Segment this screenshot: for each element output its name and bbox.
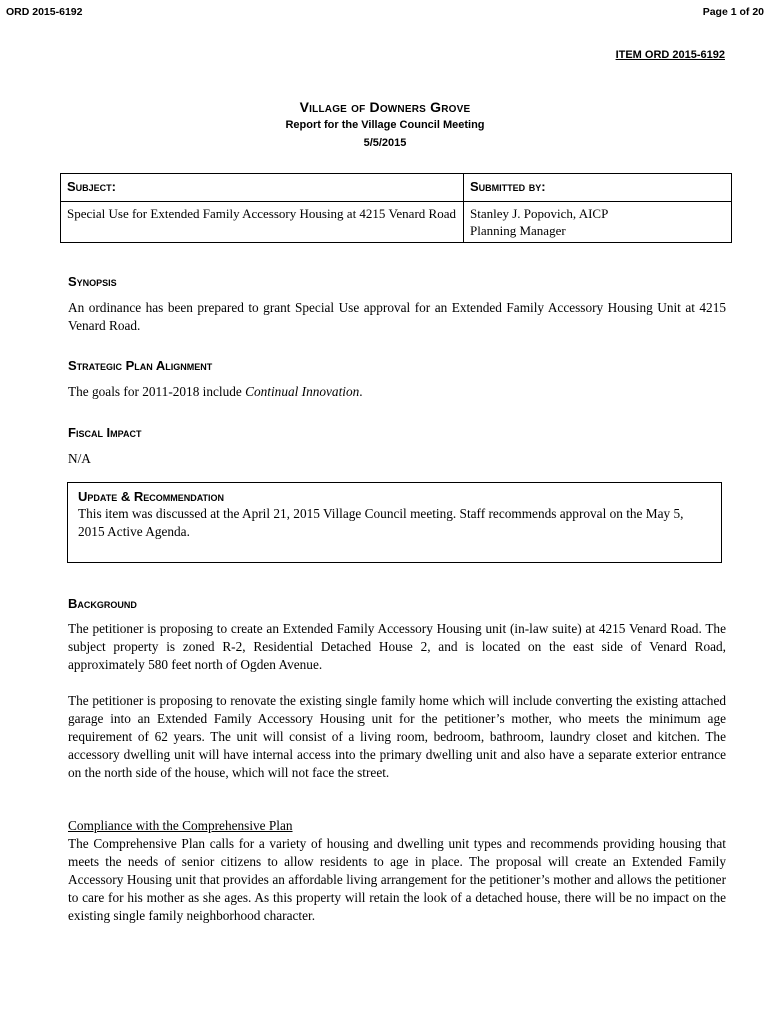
item-reference: ITEM ORD 2015-6192 [615, 49, 725, 61]
synopsis-heading: Synopsis [68, 274, 117, 289]
synopsis-text: An ordinance has been prepared to grant Special Use approval for an Extended Family Accessory Housing Unit at 4215 Venard Road. [68, 300, 726, 333]
submitter-title: Planning Manager [470, 223, 566, 238]
background-heading: Background [68, 596, 137, 611]
fiscal-impact-heading: Fiscal Impact [68, 425, 142, 440]
submitted-by-label: Submitted by: [464, 174, 732, 202]
page-number: Page 1 of 20 [702, 6, 764, 18]
update-heading: Update & Recommendation [78, 489, 225, 504]
report-subtitle: Report for the Village Council Meeting [285, 119, 485, 131]
strategic-suffix: . [359, 384, 363, 399]
background-paragraph-1: The petitioner is proposing to create an Extended Family Accessory Housing unit (in-law suite) at 4215 Venard Road. The subject property is zoned R-2, Residential Detached House 2, and is located on the east side of Venard Road, approximately 580 feet north of Ogden Avenue. [68, 621, 726, 672]
fiscal-impact-text: N/A [68, 451, 91, 466]
update-text: This item was discussed at the April 21, 2015 Village Council meeting. Staff recommends approval on the May 5, 2015 Active Agenda. [78, 506, 684, 539]
strategic-plan-text [68, 383, 726, 401]
document-id: ORD 2015-6192 [6, 6, 83, 18]
submitted-by-value [464, 202, 732, 243]
subject-value: Special Use for Extended Family Accessory Housing at 4215 Venard Road [61, 202, 464, 243]
background-paragraph-2: The petitioner is proposing to renovate the existing single family home which will include converting the existing attached garage into an Extended Family Accessory Housing unit for the petitioner’s mother, who meets the minimum age requirement of 62 years. The unit will consist of a living room, bedroom, bathroom, laundry closet and kitchen. The accessory dwelling unit will have internal access into the primary dwelling unit and also have a separate exterior entrance on the north side of the house, which will not face the street. [68, 693, 726, 780]
strategic-prefix: The goals for 2011-2018 include [68, 384, 246, 399]
submitter-name: Stanley J. Popovich, AICP [470, 206, 609, 221]
subject-table [60, 173, 732, 243]
page-title: Village of Downers Grove [299, 99, 471, 115]
strategic-plan-heading: Strategic Plan Alignment [68, 358, 213, 373]
compliance-heading: Compliance with the Comprehensive Plan [68, 818, 293, 833]
meeting-date: 5/5/2015 [363, 137, 407, 149]
strategic-emphasis: Continual Innovation [245, 384, 360, 399]
compliance-text: The Comprehensive Plan calls for a variety of housing and dwelling unit types and recommends providing housing that meets the needs of senior citizens to allow residents to age in place. The proposal will create an Extended Family Accessory Housing unit that provides an affordable living arrangement for the petitioner’s mother and allows the petitioner to care for his mother as she ages. As this property will retain the look of a detached house, there will be no impact on the existing single family neighborhood character. [68, 836, 726, 923]
subject-label: Subject: [61, 174, 464, 202]
update-recommendation-box [67, 482, 722, 563]
